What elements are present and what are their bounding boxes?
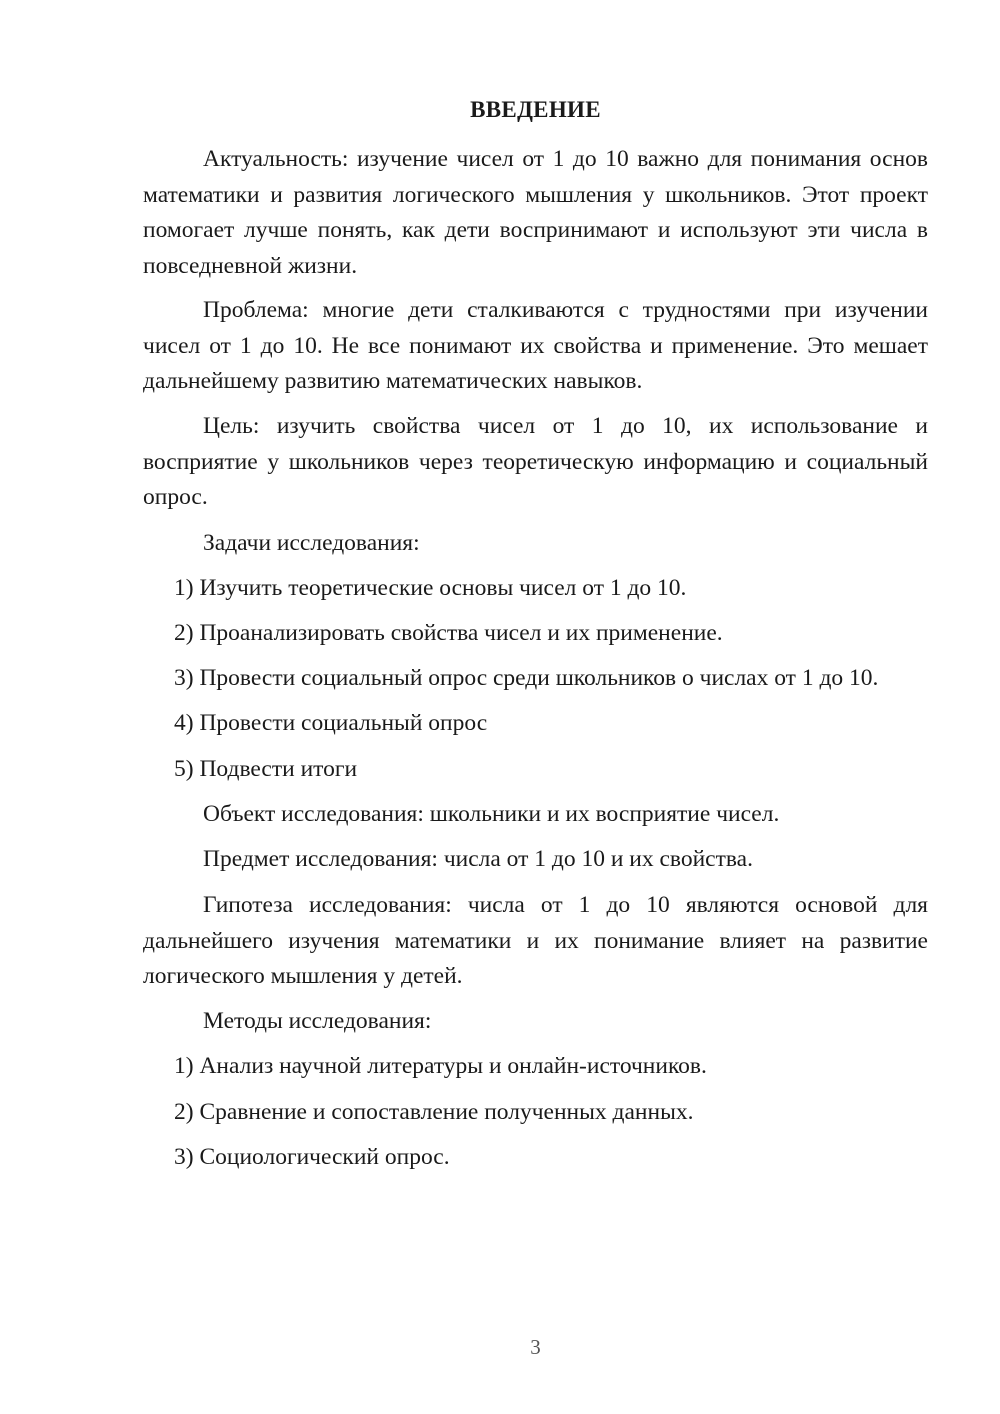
methods-heading: Методы исследования: [203,1008,432,1034]
subject-paragraph: Предмет исследования: числа от 1 до 10 и их свойства. [203,846,753,872]
goal-paragraph: Цель: изучить свойства чисел от 1 до 10, их использование и восприятие у школьников через теоретическую информацию и социальный опрос. [143,413,928,510]
page-number: 3 [530,1335,541,1359]
hypothesis-paragraph: Гипотеза исследования: числа от 1 до 10 являются основой для дальнейшего изучения математики и их понимание влияет на развитие логического мышления у детей. [143,892,928,989]
relevance-paragraph: Актуальность: изучение чисел от 1 до 10 важно для понимания основ математики и развития логического мышления у школьников. Этот проект помогает лучше понять, как дети воспринимают и используют эти числа в повседневной жизни. [143,146,928,279]
task-item-2: 2) Проанализировать свойства чисел и их применение. [174,620,723,646]
tasks-heading: Задачи исследования: [203,530,420,556]
section-title: ВВЕДЕНИЕ [470,97,601,122]
method-item-2: 2) Сравнение и сопоставление полученных данных. [174,1099,694,1125]
document-page [143,0,928,1414]
problem-paragraph: Проблема: многие дети сталкиваются с трудностями при изучении чисел от 1 до 10. Не все понимают их свойства и применение. Это мешает дальнейшему развитию математических навыков. [143,297,928,394]
task-item-1: 1) Изучить теоретические основы чисел от 1 до 10. [174,575,687,601]
method-item-3: 3) Социологический опрос. [174,1144,450,1170]
task-item-5: 5) Подвести итоги [174,756,358,782]
task-item-3: 3) Провести социальный опрос среди школьников о числах от 1 до 10. [174,665,879,691]
task-item-4: 4) Провести социальный опрос [174,710,488,736]
method-item-1: 1) Анализ научной литературы и онлайн-источников. [174,1053,707,1079]
object-paragraph: Объект исследования: школьники и их восприятие чисел. [203,801,780,827]
